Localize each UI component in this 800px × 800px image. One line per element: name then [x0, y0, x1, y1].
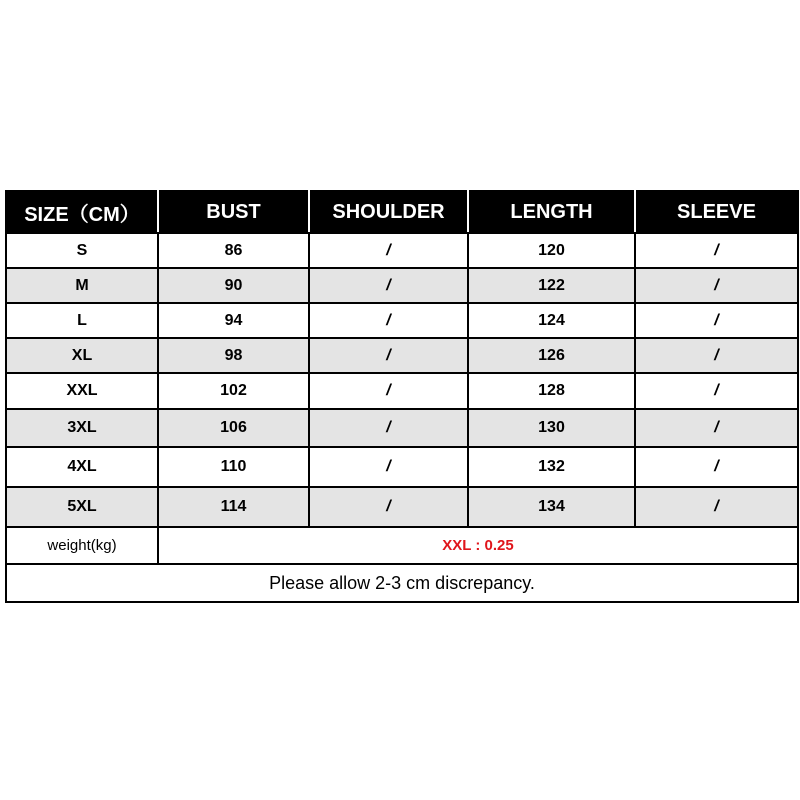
length-cell: 124: [468, 303, 635, 338]
bust-cell: 86: [158, 233, 309, 268]
shoulder-cell: /: [309, 338, 468, 373]
bust-cell: 114: [158, 487, 309, 527]
discrepancy-note: Please allow 2-3 cm discrepancy.: [6, 564, 798, 602]
table-row: [6, 233, 798, 268]
shoulder-cell: /: [309, 409, 468, 447]
size-cell: M: [6, 268, 158, 303]
bust-cell: 98: [158, 338, 309, 373]
size-cell: 5XL: [6, 487, 158, 527]
size-cell: 4XL: [6, 447, 158, 487]
sleeve-cell: /: [635, 409, 798, 447]
header-shoulder: SHOULDER: [309, 191, 468, 233]
sleeve-cell: /: [635, 373, 798, 409]
sleeve-cell: /: [635, 303, 798, 338]
size-cell: XXL: [6, 373, 158, 409]
sleeve-cell: /: [635, 487, 798, 527]
bust-cell: 110: [158, 447, 309, 487]
length-cell: 126: [468, 338, 635, 373]
length-cell: 128: [468, 373, 635, 409]
sleeve-cell: /: [635, 233, 798, 268]
size-cell: S: [6, 233, 158, 268]
size-chart-table: [5, 190, 799, 603]
size-cell: L: [6, 303, 158, 338]
shoulder-cell: /: [309, 373, 468, 409]
weight-row: [6, 527, 798, 564]
sleeve-cell: /: [635, 447, 798, 487]
table-row: [6, 447, 798, 487]
table-row: [6, 338, 798, 373]
size-cell: XL: [6, 338, 158, 373]
length-cell: 134: [468, 487, 635, 527]
length-cell: 120: [468, 233, 635, 268]
note-row: [6, 564, 798, 602]
size-cell: 3XL: [6, 409, 158, 447]
length-cell: 132: [468, 447, 635, 487]
table-row: [6, 303, 798, 338]
table-row: [6, 268, 798, 303]
bust-cell: 102: [158, 373, 309, 409]
shoulder-cell: /: [309, 268, 468, 303]
bust-cell: 90: [158, 268, 309, 303]
table-row: [6, 409, 798, 447]
header-sleeve: SLEEVE: [635, 191, 798, 233]
table-row: [6, 373, 798, 409]
table-row: [6, 487, 798, 527]
header-size: SIZE（CM）: [6, 191, 158, 233]
bust-cell: 106: [158, 409, 309, 447]
header-bust: BUST: [158, 191, 309, 233]
shoulder-cell: /: [309, 303, 468, 338]
header-length: LENGTH: [468, 191, 635, 233]
header-row: [6, 191, 798, 233]
bust-cell: 94: [158, 303, 309, 338]
weight-label: weight(kg): [6, 527, 158, 564]
length-cell: 130: [468, 409, 635, 447]
shoulder-cell: /: [309, 447, 468, 487]
sleeve-cell: /: [635, 268, 798, 303]
sleeve-cell: /: [635, 338, 798, 373]
shoulder-cell: /: [309, 233, 468, 268]
length-cell: 122: [468, 268, 635, 303]
shoulder-cell: /: [309, 487, 468, 527]
weight-value: XXL : 0.25: [158, 527, 798, 564]
